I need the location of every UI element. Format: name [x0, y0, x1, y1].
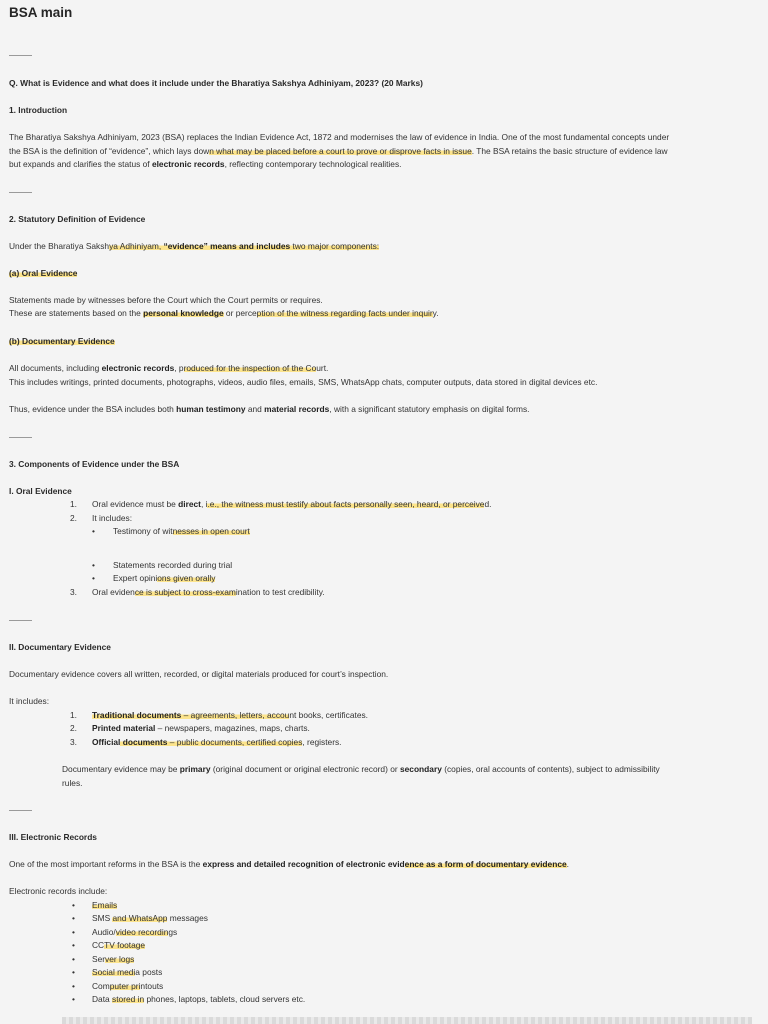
subheading-documentary-evidence-component: II. Documentary Evidence — [9, 642, 111, 652]
list-item: It includes: — [92, 513, 133, 523]
bullet: • — [92, 573, 95, 583]
bullet: • — [72, 981, 75, 991]
oral-evidence-line: Statements made by witnesses before the Court which the Court permits or requires. — [9, 295, 323, 305]
subheading-documentary-evidence: (b) Documentary Evidence — [9, 336, 115, 346]
list-item: Printed material – newspapers, magazines, maps, charts. — [92, 723, 310, 733]
oral-evidence-line: These are statements based on the personal knowledge or perception of the witness regarding facts under inquiry. — [9, 308, 439, 318]
list-number: 2. — [70, 723, 77, 733]
electronic-record-item: CCTV footage — [92, 940, 146, 950]
divider — [9, 55, 32, 56]
bullet: • — [72, 967, 75, 977]
section-heading-statutory-definition: 2. Statutory Definition of Evidence — [9, 214, 146, 224]
includes-label: It includes: — [9, 696, 50, 706]
bullet: • — [72, 927, 75, 937]
bullet-item: Testimony of witnesses in open court — [113, 526, 250, 536]
intro-paragraph-line: The Bharatiya Sakshya Adhiniyam, 2023 (BSA) replaces the Indian Evidence Act, 1872 and modernises the law of evidence in India. One of the most fundamental concepts under — [9, 132, 670, 142]
divider — [9, 192, 32, 193]
bullet: • — [92, 560, 95, 570]
subheading-electronic-records: III. Electronic Records — [9, 832, 97, 842]
documentary-evidence-line: All documents, including electronic records, produced for the inspection of the Court. — [9, 363, 329, 373]
electronic-record-item: Computer printouts — [92, 981, 164, 991]
bullet: • — [72, 900, 75, 910]
subheading-oral-evidence-component: I. Oral Evidence — [9, 486, 72, 496]
electronic-record-item: Audio/video recordings — [92, 927, 178, 937]
subheading-oral-evidence: (a) Oral Evidence — [9, 268, 78, 278]
divider — [9, 620, 32, 621]
bullet: • — [72, 940, 75, 950]
list-item: Oral evidence is subject to cross-examination to test credibility. — [92, 587, 325, 597]
divider — [9, 810, 32, 811]
bullet-item: Statements recorded during trial — [113, 560, 233, 570]
electronic-record-item: Emails — [92, 900, 118, 910]
includes-label: Electronic records include: — [9, 886, 108, 896]
electronic-paragraph: One of the most important reforms in the BSA is the express and detailed recognition of electronic evidence as a form of documentary evidence. — [9, 859, 569, 869]
bullet: • — [92, 526, 95, 536]
bullet: • — [72, 913, 75, 923]
list-item: Official documents – public documents, certified copies, registers. — [92, 737, 342, 747]
documentary-note-line: rules. — [62, 778, 83, 788]
section-heading-introduction: 1. Introduction — [9, 105, 68, 115]
intro-paragraph-line: but expands and clarifies the status of electronic records, reflecting contemporary technological realities. — [9, 159, 402, 169]
documentary-evidence-line: This includes writings, printed documents, photographs, videos, audio files, emails, SMS, WhatsApp chats, computer outputs, data stored in digital devices etc. — [9, 377, 598, 387]
bullet-item: Expert opinions given orally — [113, 573, 216, 583]
intro-paragraph-line: the BSA is the definition of “evidence”, which lays down what may be placed before a court to prove or disprove facts in issue. The BSA retains the basic structure of evidence law — [9, 146, 668, 156]
bullet: • — [72, 994, 75, 1004]
documentary-paragraph: Documentary evidence covers all written, recorded, or digital materials produced for court’s inspection. — [9, 669, 389, 679]
list-number: 3. — [70, 737, 77, 747]
question-heading: Q. What is Evidence and what does it include under the Bharatiya Sakshya Adhiniyam, 2023? (20 Marks) — [9, 78, 423, 88]
documentary-note-line: Documentary evidence may be primary (original document or original electronic record) or secondary (copies, oral accounts of contents), subject to admissibility — [62, 764, 660, 774]
page-title: BSA main — [9, 5, 73, 20]
list-item: Traditional documents – agreements, letters, account books, certificates. — [92, 710, 369, 720]
statutory-intro-line: Under the Bharatiya Sakshya Adhiniyam, “evidence” means and includes two major components: — [9, 241, 380, 251]
section-heading-components: 3. Components of Evidence under the BSA — [9, 459, 180, 469]
electronic-record-item: Social media posts — [92, 967, 163, 977]
list-number: 3. — [70, 587, 77, 597]
divider — [9, 437, 32, 438]
summary-line: Thus, evidence under the BSA includes both human testimony and material records, with a significant statutory emphasis on digital forms. — [9, 404, 530, 414]
list-number: 1. — [70, 499, 77, 509]
cut-off-text-line — [62, 1017, 752, 1024]
electronic-record-item: Data stored in phones, laptops, tablets, cloud servers etc. — [92, 994, 306, 1004]
list-number: 2. — [70, 513, 77, 523]
electronic-record-item: SMS and WhatsApp messages — [92, 913, 208, 923]
list-number: 1. — [70, 710, 77, 720]
electronic-record-item: Server logs — [92, 954, 135, 964]
bullet: • — [72, 954, 75, 964]
list-item: Oral evidence must be direct, i.e., the witness must testify about facts personally seen, heard, or perceived. — [92, 499, 492, 509]
